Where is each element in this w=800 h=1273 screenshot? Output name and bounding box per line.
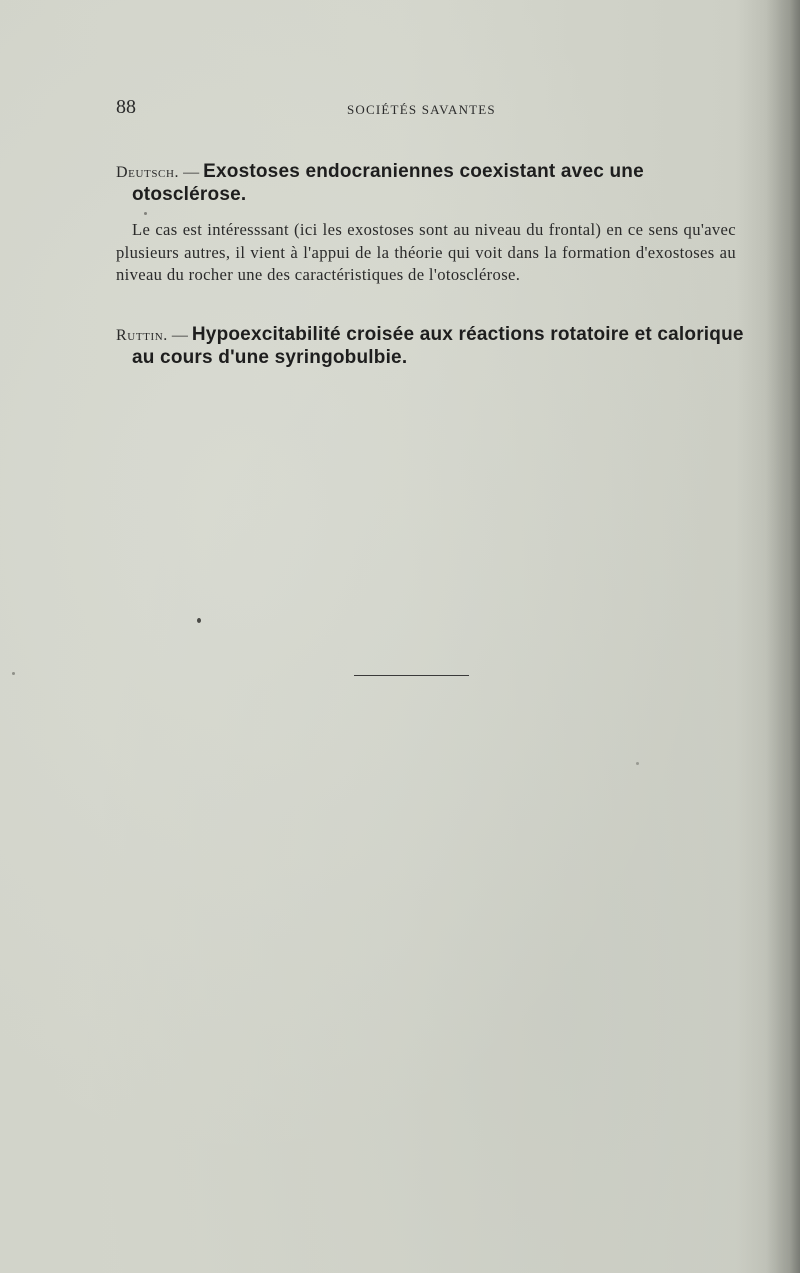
entry-dash: — — [171, 327, 188, 344]
paper-speck — [197, 618, 201, 623]
running-head: SOCIÉTÉS SAVANTES — [347, 102, 496, 117]
entry-author: Deutsch. — [116, 164, 180, 181]
entry-dash: — — [183, 164, 200, 181]
entry-title: Exostoses endocraniennes coexistant avec une otosclérose. — [132, 161, 644, 205]
paper-speck — [144, 212, 147, 215]
entry-body-paragraph: Le cas est intéresssant (ici les exostoses sont au niveau du frontal) en ce sens qu'avec plusieurs autres, il vient à l'appui de la théorie qui voit dans la formation d'exostoses au niveau du rocher une des caractéristiques de l'otosclérose. — [116, 220, 736, 284]
entry-author: Ruttin. — [116, 327, 168, 344]
page-number: 88 — [116, 96, 136, 118]
entry-title: Hypoexcitabilité croisée aux réactions rotatoire et calorique au cours d'une syringobulbie. — [132, 324, 744, 368]
section-end-rule — [354, 675, 469, 676]
paper-speck — [636, 762, 639, 765]
paper-speck — [12, 672, 15, 675]
entry-heading — [116, 324, 754, 369]
entry-heading — [116, 161, 754, 206]
page-edge-shadow — [766, 0, 800, 1273]
